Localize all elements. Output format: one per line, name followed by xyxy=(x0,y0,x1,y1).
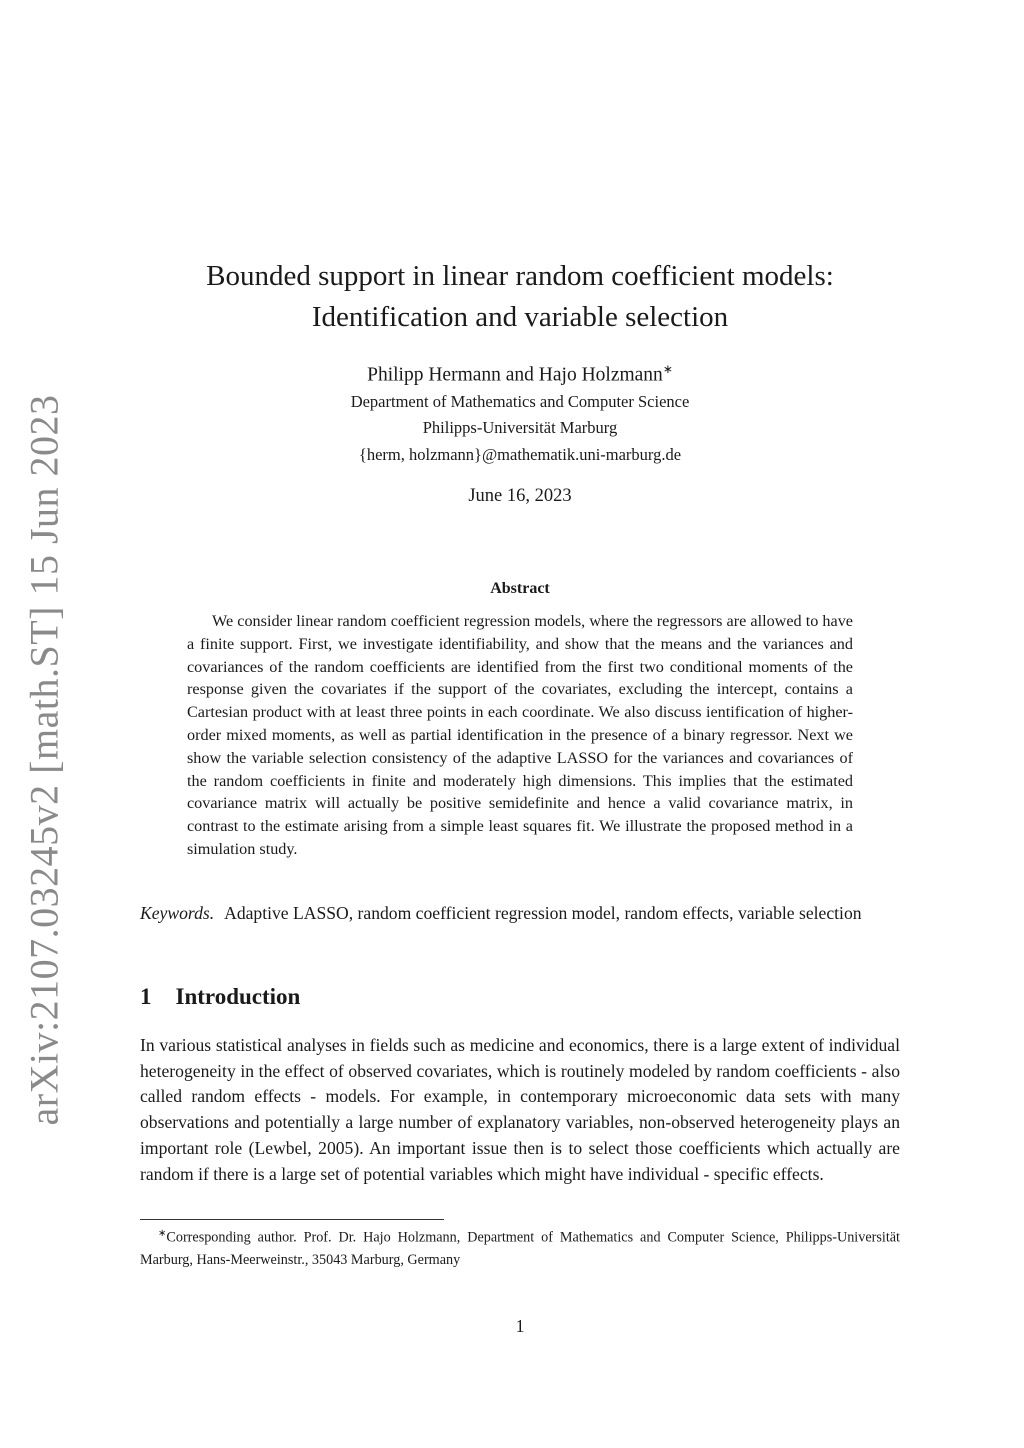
page-number: 1 xyxy=(515,1316,525,1336)
abstract-heading: Abstract xyxy=(490,580,550,597)
keywords xyxy=(140,900,900,926)
paper-title-line-2: Identification and variable selection xyxy=(311,301,729,333)
author-names xyxy=(140,362,900,387)
section-heading-introduction xyxy=(140,984,300,1010)
footnote-marker: ∗ xyxy=(158,1228,167,1239)
keywords-label: Keywords. xyxy=(140,903,215,923)
author-footnote-marker[interactable]: ∗ xyxy=(662,362,673,376)
paper-date: June 16, 2023 xyxy=(468,486,572,506)
introduction-paragraph: In various statistical analyses in fields such as medicine and economics, there is a large extent of individual heterogeneity in the effect of observed covariates, which is routinely modeled by random coefficients - also called random effects - models. For example, in contemporary microeconomic data sets with many observations and potentially a large number of explanatory variables, non-observed heterogeneity plays an important role (Lewbel, 2005). An important issue then is to select those coefficients which actually are random if there is a large set of potential variables which might have individual - specific effects. xyxy=(140,1035,900,1184)
footnote xyxy=(140,1223,900,1271)
abstract-text: We consider linear random coefficient regression models, where the regressors are allowed to have a finite support. First, we investigate identifiability, and show that the means and the variances and covariances of the random coefficients are identified from the first two conditional moments of the response given the covariates if the support of the covariates, excluding the intercept, contains a Cartesian product with at least three points in each coordinate. We also discuss ientification of higher-order mixed moments, as well as partial identification in the presence of a binary regressor. Next we show the variable selection consistency of the adaptive LASSO for the variances and covariances of the random coefficients in finite and moderately high dimensions. This implies that the estimated covariance matrix will actually be positive semidefinite and hence a valid covariance matrix, in contrast to the estimate arising from a simple least squares fit. We illustrate the proposed method in a simulation study. xyxy=(187,612,853,858)
author-names-text: Philipp Hermann and Hajo Holzmann xyxy=(367,364,663,386)
author-university: Philipps-Universität Marburg xyxy=(422,418,618,437)
section-number: 1 xyxy=(140,984,152,1009)
arxiv-identifier-stamp: arXiv:2107.03245v2 [math.ST] 15 Jun 2023 xyxy=(21,394,67,1126)
footnote-text: Corresponding author. Prof. Dr. Hajo Holzmann, Department of Mathematics and Computer Science, Philipps-Universität Marburg, Hans-Meerweinstr., 35043 Marburg, Germany xyxy=(140,1229,900,1268)
keywords-text: Adaptive LASSO, random coefficient regression model, random effects, variable selection xyxy=(224,903,862,923)
footnote-divider xyxy=(140,1219,444,1220)
section-title: Introduction xyxy=(175,984,301,1009)
author-department: Department of Mathematics and Computer Science xyxy=(350,392,690,411)
paper-title xyxy=(140,256,900,338)
paper-title-line-1: Bounded support in linear random coefficient models: xyxy=(206,260,834,292)
author-email[interactable]: {herm, holzmann}@mathematik.uni-marburg.de xyxy=(358,445,682,464)
